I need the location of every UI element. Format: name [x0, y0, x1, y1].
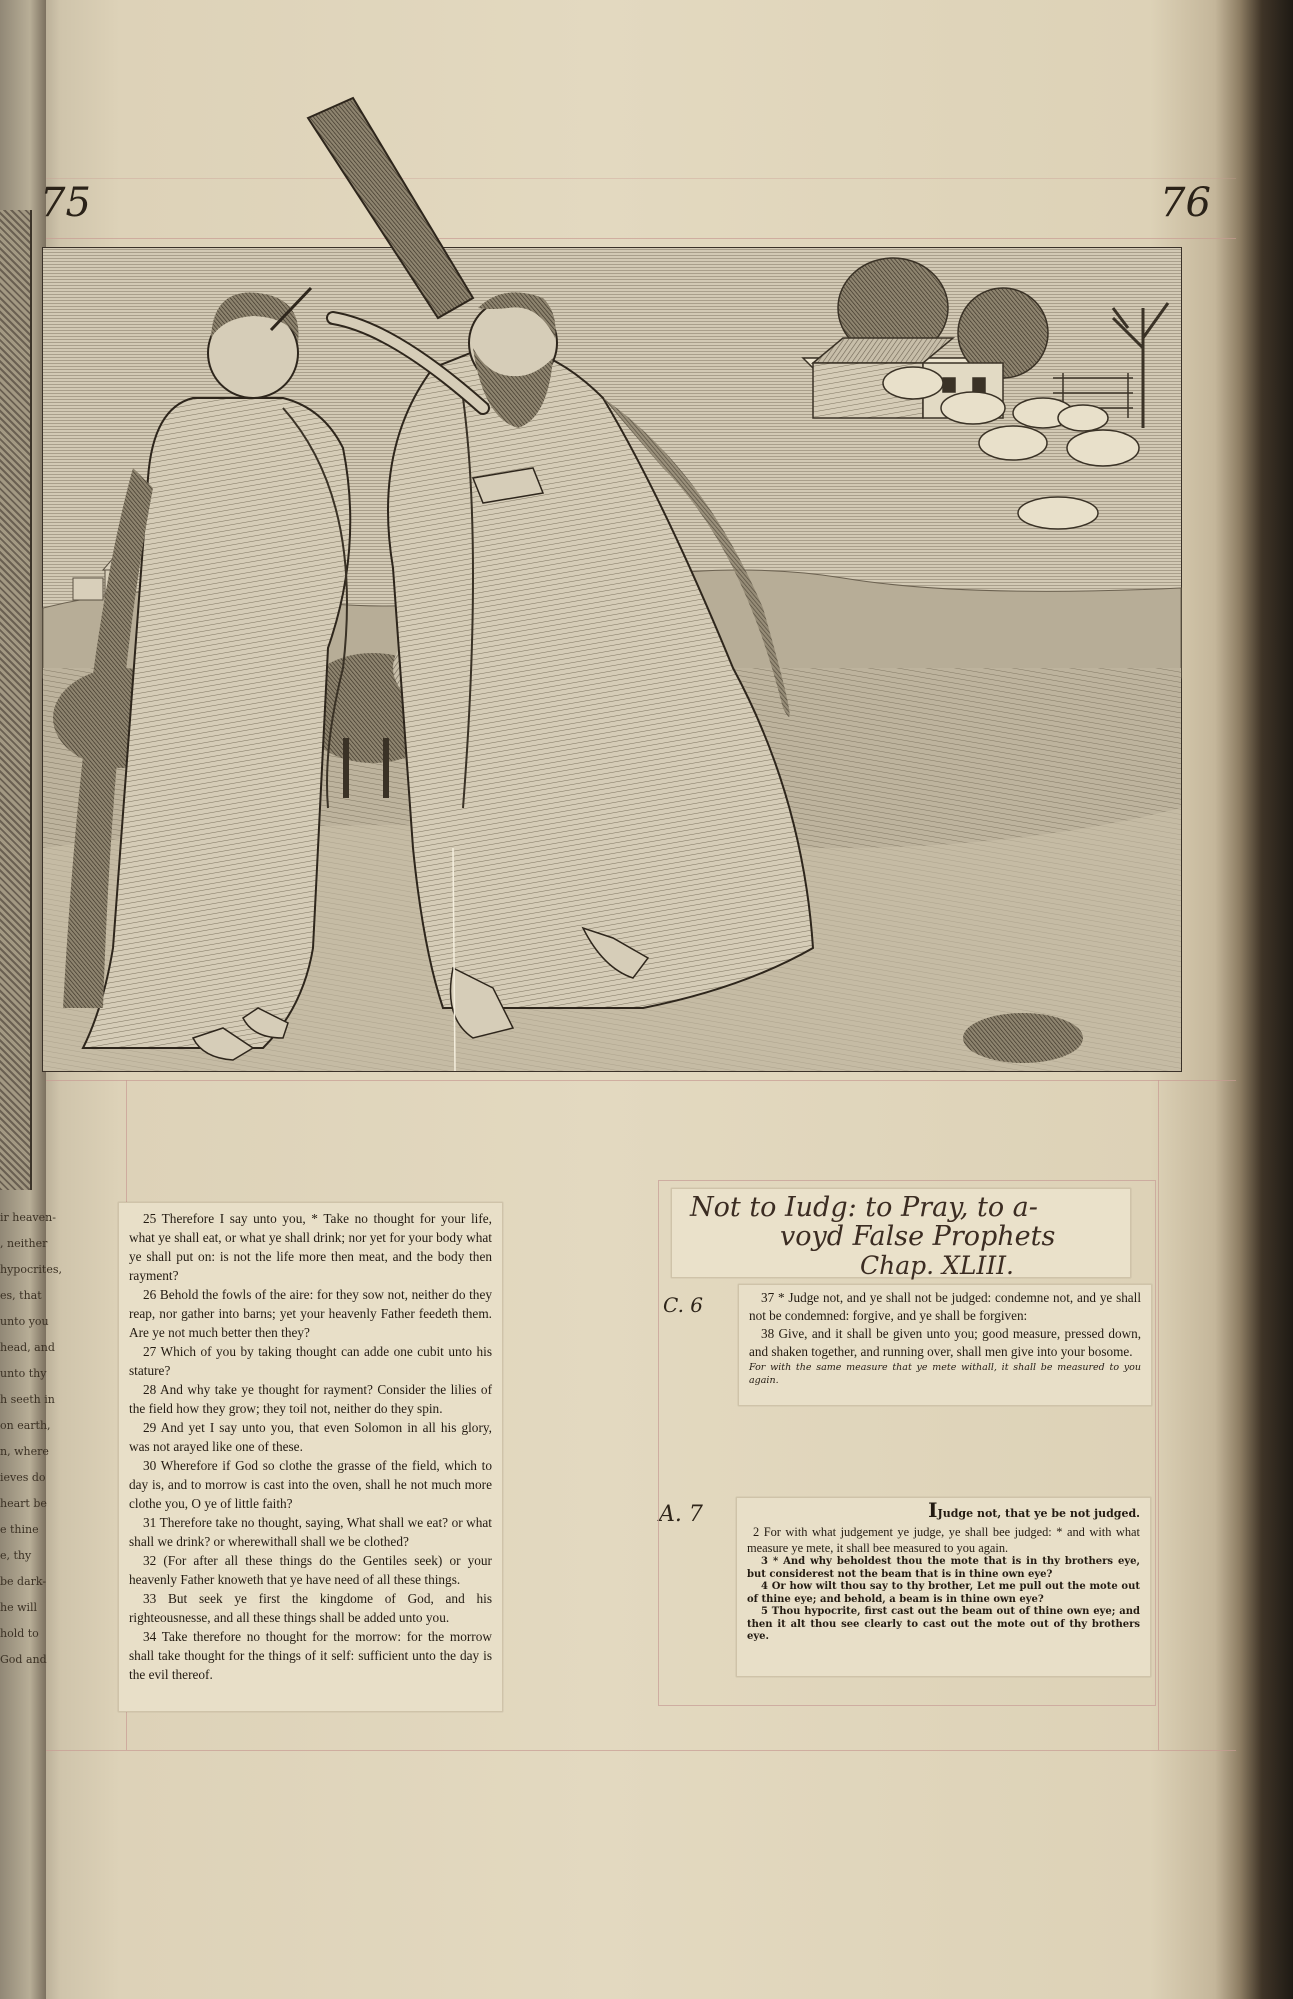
header-rule [46, 178, 1236, 179]
verse-3: 3 * And why beholdest thou the mote that is in thy brothers eye, but considerest not the beam that is in thine own eye? [747, 1556, 1140, 1580]
margin-ref-c6: C. 6 [663, 1293, 704, 1317]
left-page-line: n, where [0, 1445, 49, 1458]
left-page-text-fragment [0, 1205, 62, 1745]
left-page-line: ieves do [0, 1471, 46, 1484]
left-page-line: hold to [0, 1627, 39, 1640]
right-frame-rule [1158, 1080, 1159, 1750]
bottom-rule [46, 1750, 1236, 1751]
matthew-6-verse: 31 Therefore take no thought, saying, What shall we eat? or what shall we drink? or wherewithall shall we be clothed? [129, 1515, 492, 1549]
left-page-line: ir heaven- [0, 1211, 56, 1224]
matthew-6-verse: 32 (For after all these things do the Gentiles seek) or your heavenly Father knoweth that ye have need of all these things. [129, 1553, 492, 1587]
left-page-line: , neither [0, 1237, 48, 1250]
left-page-line: e thine [0, 1523, 39, 1536]
verse-2: 2 For with what judgement ye judge, ye shall bee judged: * and with what measure ye mete, it shall bee measured to you again. [747, 1525, 1140, 1555]
left-page-line: e, thy [0, 1549, 32, 1562]
left-page-engraving-fragment [0, 210, 32, 1190]
right-page [40, 0, 1236, 1999]
matthew-6-verse: 28 And why take ye thought for rayment? Consider the lilies of the field how they grow; they toil not, neither do they spin. [129, 1382, 492, 1416]
left-page-line: es, that [0, 1289, 42, 1302]
luke-6-verse: 38 Give, and it shall be given unto you; good measure, pressed down, and shaken together, and running over, shall men give into your bosome. [749, 1326, 1141, 1359]
heading-line-2: voyd False Prophets [780, 1221, 1056, 1252]
left-page-line: heart be [0, 1497, 47, 1510]
verse-38-continuation: For with the same measure that ye mete withall, it shall be measured to you again. [749, 1362, 1141, 1386]
left-page-line: h seeth in [0, 1393, 55, 1406]
left-page-line: unto you [0, 1315, 49, 1328]
heading-line-3: Chap. XLIII. [860, 1251, 1015, 1280]
left-page-line: unto thy [0, 1367, 47, 1380]
left-page-line: head, and [0, 1341, 55, 1354]
verse-5: 5 Thou hypocrite, first cast out the beam out of thine own eye; and then it alt thou see clearly to cast out the mote out of thy brothers eye. [747, 1606, 1140, 1642]
matthew-6-verse: 33 But seek ye first the kingdome of God, and his righteousnesse, and all these things shall be added unto you. [129, 1591, 492, 1625]
matthew-6-verse: 30 Wherefore if God so clothe the grasse of the field, which to day is, and to morrow is cast into the oven, shall he not much more clothe you, O ye of little faith? [129, 1458, 492, 1511]
matthew-6-verse: 26 Behold the fowls of the aire: for they sow not, neither do they reap, nor gather into barns; yet your heavenly Father feedeth them. Are ye not much better then they? [129, 1287, 492, 1340]
left-page-line: be dark- [0, 1575, 47, 1588]
engraving-mote-and-beam [43, 248, 1181, 1071]
left-page-line: hypocrites, [0, 1263, 62, 1276]
heading-line-1: Not to Iudg: to Pray, to a- [690, 1192, 1038, 1223]
matthew-6-verse: 25 Therefore I say unto you, * Take no thought for your life, what ye shall eat, or what ye shall drink; nor yet for your body what ye shall put on: is not the life more then meat, and the body then rayment? [129, 1211, 492, 1283]
clipping-frame [658, 1180, 1156, 1706]
left-page-line: he will [0, 1601, 38, 1614]
plate-bottom-rule [46, 1080, 1236, 1081]
luke-6-verse: 37 * Judge not, and ye shall not be judged: condemne not, and ye shall not be condemned: forgive, and ye shall be forgiven: [749, 1290, 1141, 1323]
matthew-6-verse: 27 Which of you by taking thought can adde one cubit unto his stature? [129, 1344, 492, 1378]
verse-clipping-matthew-6 [118, 1202, 503, 1712]
engraving-plate [42, 247, 1182, 1072]
verse-4: 4 Or how wilt thou say to thy brother, Let me pull out the mote out of thine eye; and behold, a beam is in thine own eye? [747, 1581, 1140, 1605]
page-number-left: 75 [40, 180, 91, 226]
margin-ref-a7: A. 7 [659, 1502, 703, 1527]
matthew-6-verse: 29 And yet I say unto you, that even Solomon in all his glory, was not arayed like one of these. [129, 1420, 492, 1454]
matthew-6-verse: 34 Take therefore no thought for the morrow: for the morrow shall take thought for the things of it self: sufficient unto the day is the evil thereof. [129, 1629, 492, 1682]
verse-1-text: Judge not, that ye be not judged. [937, 1507, 1140, 1520]
page-number-right: 76 [1160, 180, 1211, 226]
left-page-line: on earth, [0, 1419, 51, 1432]
top-rule [46, 238, 1236, 239]
drop-capital: I [928, 1498, 938, 1522]
left-page-line: God and [0, 1653, 47, 1666]
